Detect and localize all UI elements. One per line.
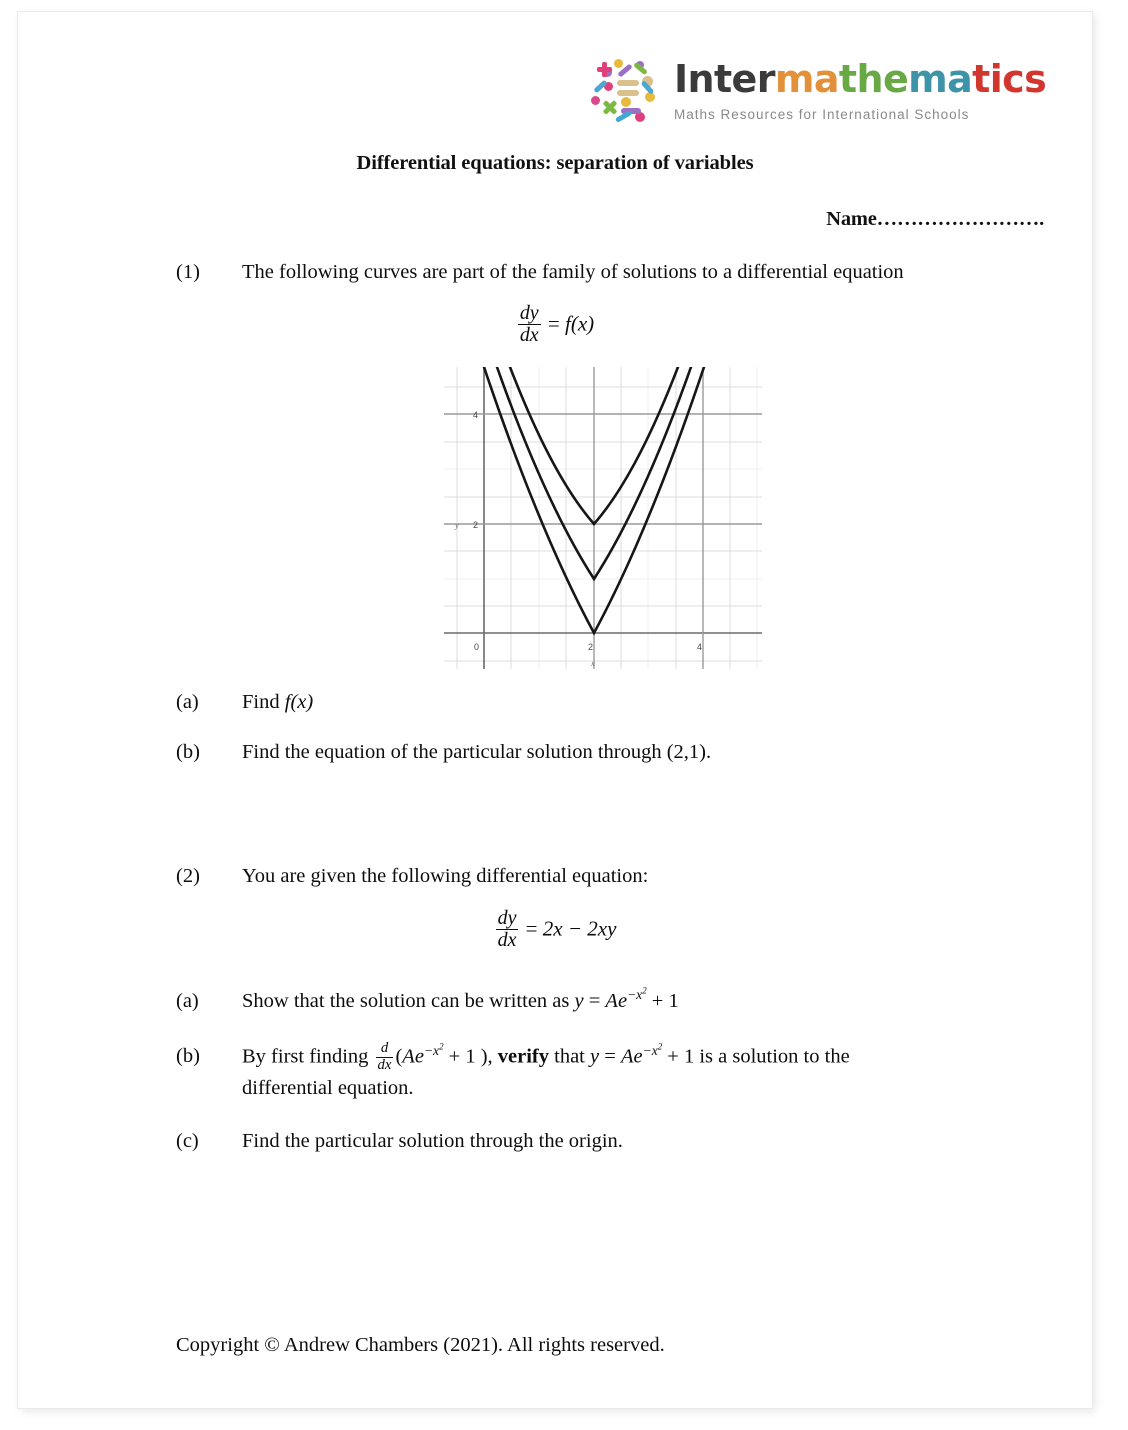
eq-sign-b2: = [599,1045,621,1068]
name-field-label: Name……………………. [826,208,1044,230]
part-b-label: (b) [176,741,200,763]
function-f: f [565,311,571,336]
q2-part-a-text [242,987,1056,1017]
plus-one: + 1 [646,990,679,1012]
exponent-neg-x-b2 [643,1043,663,1058]
y-tick-4: 4 [473,410,479,420]
question-1 [176,258,1056,288]
fraction-denominator-2: dx [497,928,517,951]
question-2-text: You are given the following differential equation: [242,865,649,887]
f-symbol: f [284,691,291,713]
parabola-family-graph [444,367,762,669]
exponent-neg-x [627,987,647,1002]
e-symbol: e [617,990,628,1012]
fraction-denominator: dx [519,323,539,346]
exp-squared-b2: 2 [657,1041,663,1052]
q2-part-a-label: (a) [176,990,199,1012]
q2b-tail: is a solution to the [694,1045,850,1068]
x-tick-2: 2 [588,642,594,652]
exp-negx-b1: −x [423,1042,440,1058]
logo-part-3: ma [908,57,973,102]
question-1-number: (1) [176,261,200,283]
exp-squared-b1: 2 [439,1041,444,1052]
exp-negx-b2: −x [642,1042,658,1058]
logo-mark-icon [588,52,664,128]
e-symbol-b1: e [414,1045,424,1068]
document-page [18,12,1092,1408]
logo-part-4: tics [972,57,1047,102]
question-2-part-a [176,987,1056,1017]
logo-part-1: ma [774,57,839,102]
q2b-open-paren: ( [395,1045,403,1068]
A-symbol: A [605,990,618,1012]
x-axis-label: x [591,658,595,668]
fraction-numerator-2: dy [497,907,517,929]
exp-negx: −x [627,987,643,1003]
eq-sign: = [583,990,606,1012]
dx-denominator: dx [377,1056,392,1073]
d-numerator: d [380,1040,389,1056]
y-symbol-b2: y [590,1045,600,1068]
A-symbol-b2: A [620,1045,634,1068]
logo-tagline: Maths Resources for International Schools [674,106,970,122]
verify-emphasis: verify [497,1045,550,1068]
equals-sign: = [547,311,560,336]
x-tick-4: 4 [697,642,703,652]
q2-part-c-label: (c) [176,1130,199,1152]
dy-dx-fraction-2 [496,908,519,951]
plus-one-b2: + 1 [662,1045,695,1068]
copyright-notice: Copyright © Andrew Chambers (2021). All rights reserved. [176,1334,665,1356]
q2-part-c-text: Find the particular solution through the origin. [242,1130,623,1152]
dy-dx-fraction [518,303,541,346]
function-argument: (x) [570,311,595,336]
find-label: Find [242,691,285,713]
y-symbol: y [574,990,584,1012]
y-tick-2: 2 [473,520,479,530]
q2-part-b-label: (b) [176,1045,200,1067]
part-a-label: (a) [176,691,199,713]
q2a-prefix: Show that the solution can be written as [242,990,575,1012]
question-2-equation [18,909,1092,952]
logo-part-0: Inter [674,57,775,102]
y-axis-label: y [455,520,459,530]
question-1-part-a [176,688,976,718]
q2b-that: that [549,1045,591,1068]
fraction-numerator: dy [519,302,539,324]
plus-one-b1: + 1 [443,1045,476,1068]
equation-2-rhs: 2x − 2xy [542,916,617,941]
question-1-text: The following curves are part of the family of solutions to a differential equation [242,261,904,283]
question-2-part-b [176,1042,1056,1104]
equals-sign-2: = [525,916,538,941]
q2b-comma: , [487,1045,498,1068]
question-2 [176,862,1056,892]
logo-wordmark [674,57,1047,102]
q2b-prefix: By first finding [242,1045,374,1068]
f-argument: (x) [290,691,314,713]
q2b-close-paren: ) [475,1045,488,1068]
page-title: Differential equations: separation of variables [356,152,754,174]
question-2-number: (2) [176,865,200,887]
part-a-text [242,688,976,718]
question-2-part-c [176,1127,1056,1157]
q2b-line2: differential equation. [242,1077,414,1099]
d-dx-operator [376,1041,394,1073]
logo-part-2: the [838,57,909,102]
A-symbol-b1: A [402,1045,415,1068]
brand-logo [588,44,1058,136]
exp-squared: 2 [642,985,647,996]
part-b-text: Find the equation of the particular solution through (2,1). [242,741,712,763]
e-symbol-b2: e [633,1045,643,1068]
question-1-equation [18,304,1092,347]
q2-part-b-text [242,1042,1056,1104]
exponent-neg-x-b1 [424,1043,444,1058]
x-tick-0: 0 [474,642,480,652]
question-1-part-b [176,738,976,768]
